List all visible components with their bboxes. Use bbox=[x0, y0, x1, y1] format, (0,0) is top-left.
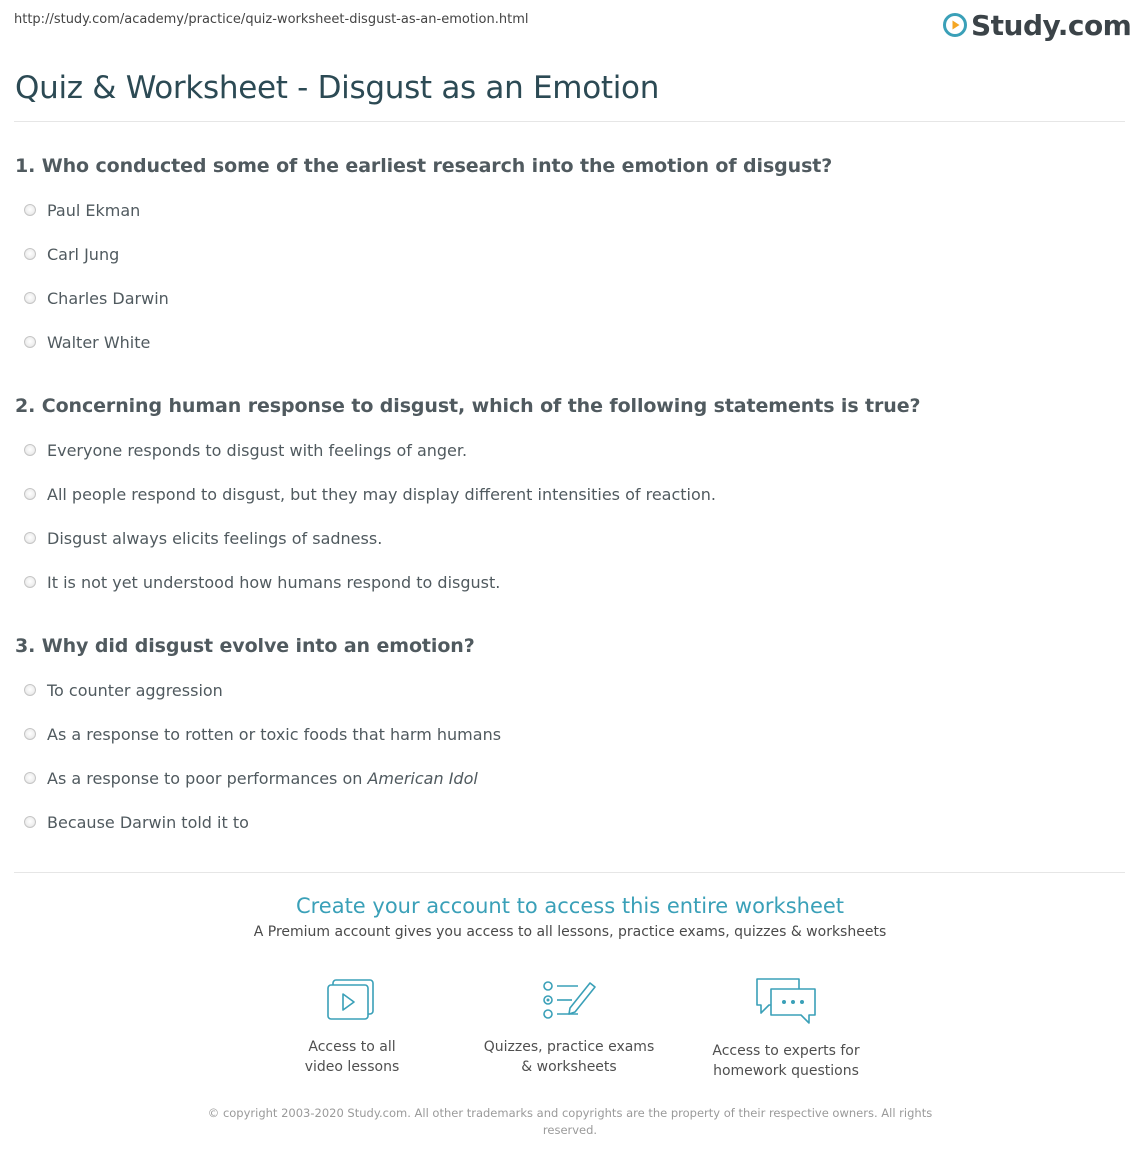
show-title: American Idol bbox=[367, 768, 478, 788]
answer-option[interactable] bbox=[15, 276, 1115, 320]
copyright-line: reserved. bbox=[542, 1123, 598, 1137]
answer-option[interactable] bbox=[15, 516, 1115, 560]
feature-video-lessons bbox=[252, 975, 452, 1077]
page-title: Quiz & Worksheet - Disgust as an Emotion bbox=[15, 70, 660, 106]
feature-line: video lessons bbox=[304, 1059, 400, 1075]
feature-line: Access to experts for bbox=[712, 1043, 860, 1059]
answer-option[interactable] bbox=[15, 560, 1115, 604]
premium-features bbox=[0, 975, 1140, 1085]
answer-label: Walter White bbox=[47, 332, 151, 352]
answer-label bbox=[47, 769, 478, 788]
answer-label: Disgust always elicits feelings of sadness. bbox=[47, 528, 383, 548]
answer-label: Everyone responds to disgust with feelings of anger. bbox=[47, 440, 468, 460]
answer-label: Because Darwin told it to bbox=[47, 812, 249, 832]
question-text: 3. Why did disgust evolve into an emotion? bbox=[15, 635, 475, 657]
signup-cta bbox=[0, 894, 1140, 940]
feature-experts bbox=[686, 975, 886, 1081]
radio-button[interactable] bbox=[24, 684, 36, 696]
chat-bubbles-icon bbox=[753, 975, 819, 1029]
question-text: 2. Concerning human response to disgust, which of the following statements is true? bbox=[15, 395, 921, 417]
question-2 bbox=[15, 395, 1115, 604]
answer-option[interactable] bbox=[15, 756, 1115, 800]
answer-list bbox=[15, 188, 1115, 364]
radio-button[interactable] bbox=[24, 772, 36, 784]
answer-list bbox=[15, 668, 1115, 844]
feature-line: homework questions bbox=[713, 1063, 859, 1079]
feature-line: & worksheets bbox=[521, 1059, 617, 1075]
feature-text bbox=[469, 1037, 669, 1077]
answer-option[interactable] bbox=[15, 668, 1115, 712]
video-lessons-icon bbox=[324, 975, 380, 1025]
radio-button[interactable] bbox=[24, 488, 36, 500]
radio-button[interactable] bbox=[24, 444, 36, 456]
answer-option[interactable] bbox=[15, 188, 1115, 232]
answer-option[interactable] bbox=[15, 472, 1115, 516]
answer-option[interactable] bbox=[15, 428, 1115, 472]
copyright-line: © copyright 2003-2020 Study.com. All other trademarks and copyrights are the property of their respective owners. All rights bbox=[207, 1106, 933, 1120]
answer-label: Paul Ekman bbox=[47, 200, 141, 220]
radio-button[interactable] bbox=[24, 576, 36, 588]
logo-text: Study.com bbox=[971, 8, 1132, 42]
cta-heading-link[interactable]: Create your account to access this entire worksheet bbox=[295, 894, 845, 918]
answer-label-text: As a response to poor performances on bbox=[47, 768, 368, 788]
divider bbox=[14, 121, 1125, 122]
answer-option[interactable] bbox=[15, 232, 1115, 276]
radio-button[interactable] bbox=[24, 336, 36, 348]
study-logo[interactable] bbox=[943, 8, 1131, 42]
answer-label: All people respond to disgust, but they may display different intensities of reaction. bbox=[47, 484, 717, 504]
radio-button[interactable] bbox=[24, 248, 36, 260]
question-text: 1. Who conducted some of the earliest research into the emotion of disgust? bbox=[15, 155, 833, 177]
play-circle-icon bbox=[943, 13, 967, 37]
feature-line: Quizzes, practice exams bbox=[483, 1039, 655, 1055]
divider bbox=[14, 872, 1125, 873]
feature-text bbox=[252, 1037, 452, 1077]
answer-label: As a response to rotten or toxic foods that harm humans bbox=[47, 724, 502, 744]
answer-label: Carl Jung bbox=[47, 244, 120, 264]
feature-quizzes bbox=[469, 975, 669, 1077]
cta-subheading: A Premium account gives you access to all lessons, practice exams, quizzes & worksheets bbox=[253, 924, 887, 940]
answer-label: To counter aggression bbox=[47, 680, 223, 700]
copyright-footer bbox=[0, 1105, 1140, 1139]
radio-button[interactable] bbox=[24, 816, 36, 828]
radio-button[interactable] bbox=[24, 292, 36, 304]
quiz-checklist-icon bbox=[540, 975, 598, 1025]
feature-text bbox=[686, 1041, 886, 1081]
radio-button[interactable] bbox=[24, 532, 36, 544]
answer-list bbox=[15, 428, 1115, 604]
answer-label: Charles Darwin bbox=[47, 288, 169, 308]
answer-option[interactable] bbox=[15, 800, 1115, 844]
radio-button[interactable] bbox=[24, 204, 36, 216]
answer-option[interactable] bbox=[15, 320, 1115, 364]
answer-option[interactable] bbox=[15, 712, 1115, 756]
question-1 bbox=[15, 155, 1115, 364]
answer-label: It is not yet understood how humans respond to disgust. bbox=[47, 572, 501, 592]
page-url: http://study.com/academy/practice/quiz-worksheet-disgust-as-an-emotion.html bbox=[14, 12, 529, 27]
radio-button[interactable] bbox=[24, 728, 36, 740]
feature-line: Access to all bbox=[308, 1039, 396, 1055]
question-3 bbox=[15, 635, 1115, 844]
